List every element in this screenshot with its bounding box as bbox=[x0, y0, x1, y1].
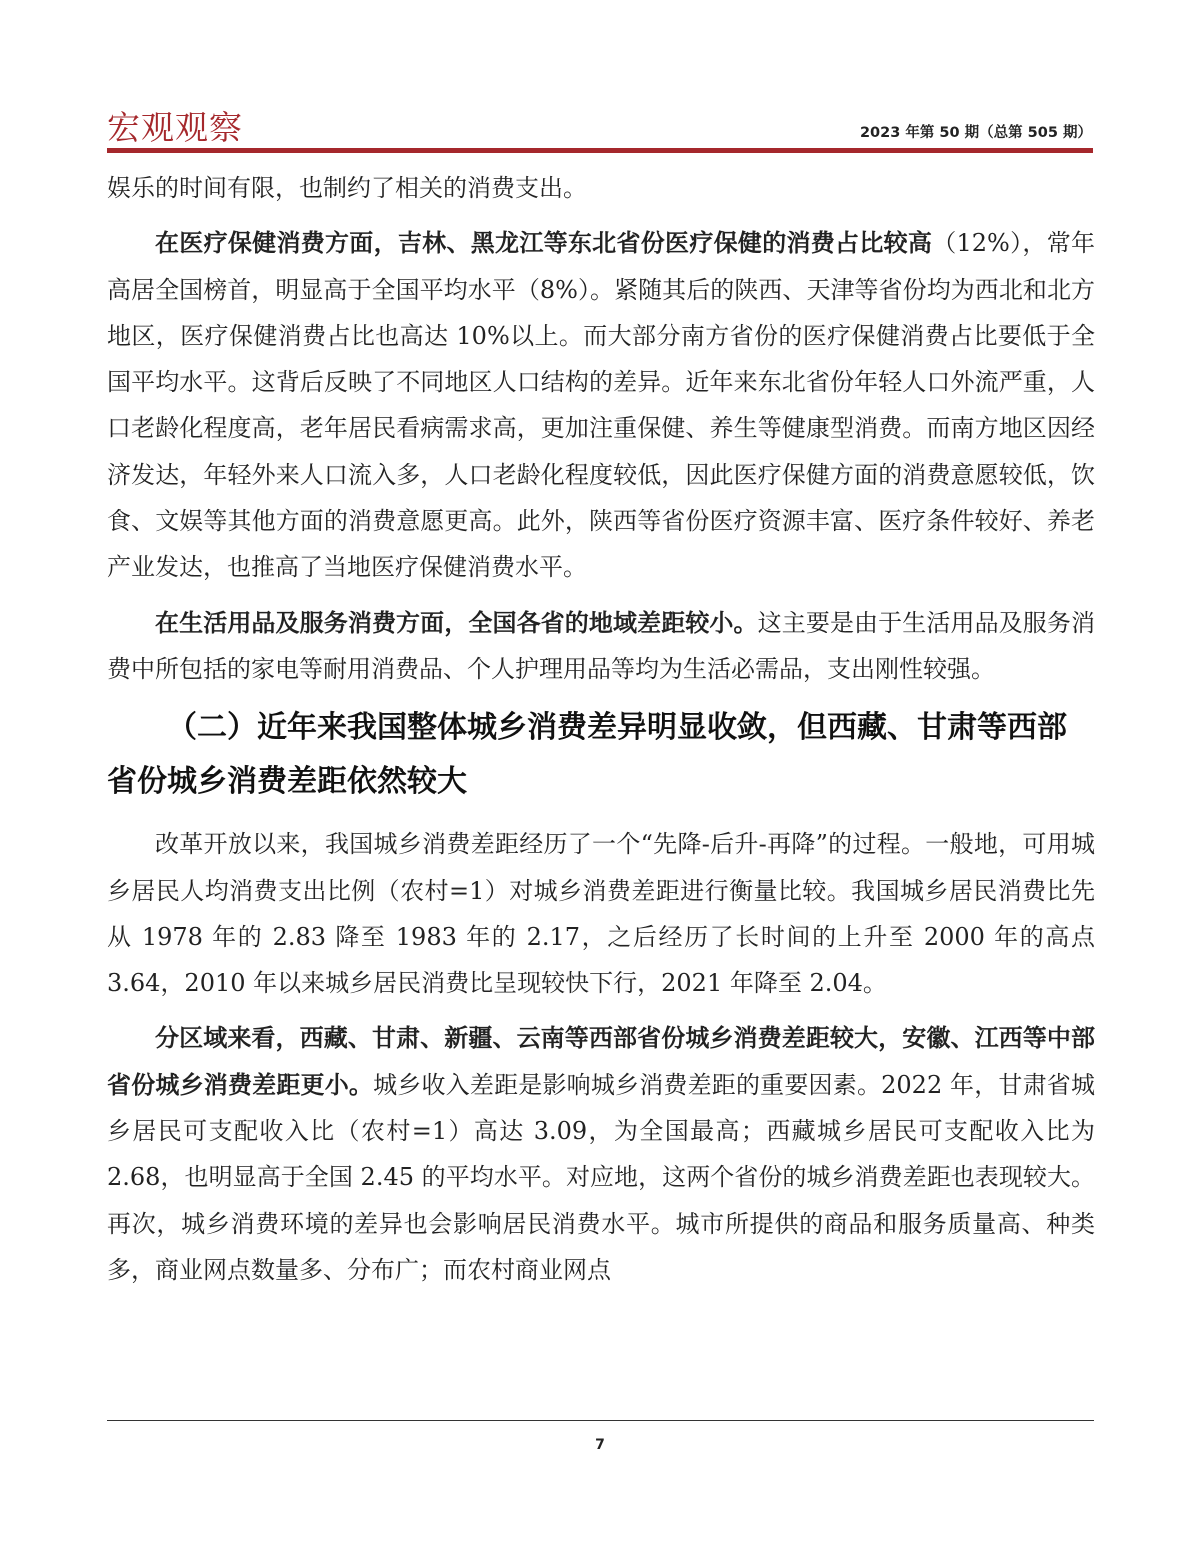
paragraph-text: 这主要是由于生活用品及服务消费中所包括的家电等耐用消费品、个人护理用品等均为生活必需品，支出刚性较强。 bbox=[107, 608, 1096, 683]
paragraph-text: （12%），常年高居全国榜首，明显高于全国平均水平（8%）。紧随其后的陕西、天津等省份均为西北和北方地区，医疗保健消费占比也高达 10%以上。而大部分南方省份的医疗保健消费占比要低于全国平均水平。这背后反映了不同地区人口结构的差异。近年来东北省份年轻人口外流严重，人口老龄化程度高，老年居民看病需求高，更加注重保健、养生等健康型消费。而南方地区因经济发达，年轻外来人口流入多，人口老龄化程度较低，因此医疗保健方面的消费意愿较低，饮食、文娱等其他方面的消费意愿更高。此外，陕西等省份医疗资源丰富、医疗条件较好、养老产业发达，也推高了当地医疗保健消费水平。 bbox=[107, 229, 1096, 582]
section-heading: （二）近年来我国整体城乡消费差异明显收敛，但西藏、甘肃等西部省份城乡消费差距依然较大 bbox=[107, 710, 1067, 800]
paragraph-medical bbox=[107, 220, 1095, 590]
issue-number: 2023 年第 50 期（总第 505 期） bbox=[859, 125, 1092, 141]
paragraph-lead: 在医疗保健消费方面，吉林、黑龙江等东北省份医疗保健的消费占比较高 bbox=[155, 229, 933, 258]
page-number: 7 bbox=[595, 1437, 605, 1453]
paragraph-continuation: 娱乐的时间有限，也制约了相关的消费支出。 bbox=[107, 174, 587, 202]
paragraph-regional bbox=[107, 1015, 1095, 1293]
paragraph-lead: 分区域来看，西藏、甘肃、新疆、云南等西部省份城乡消费差距较大，安徽、江西等中部省份城乡消费差距更小。 bbox=[107, 1024, 1095, 1099]
footer-divider bbox=[107, 1420, 1094, 1421]
paragraph-urban-rural: 改革开放以来，我国城乡消费差距经历了一个“先降-后升-再降”的过程。一般地，可用城乡居民人均消费支出比例（农村=1）对城乡消费差距进行衡量比较。我国城乡居民消费比先从 1978 年的 2.83 降至 1983 年的 2.17，之后经历了长时间的上升至 2000 年的高点 3.64，2010 年以来城乡居民消费比呈现较快下行，2021 年降至 2.04。 bbox=[107, 830, 1095, 998]
paragraph-daily-goods bbox=[107, 600, 1095, 693]
header-divider bbox=[107, 148, 1093, 153]
publication-title: 宏观观察 bbox=[107, 108, 243, 147]
paragraph-lead: 在生活用品及服务消费方面，全国各省的地域差距较小。 bbox=[155, 608, 758, 637]
article-body bbox=[107, 165, 1095, 1302]
paragraph-text: 城乡收入差距是影响城乡消费差距的重要因素。2022 年，甘肃省城乡居民可支配收入比（农村=1）高达 3.09，为全国最高；西藏城乡居民可支配收入比为 2.68，也明显高于全国 2.45 的平均水平。对应地，这两个省份的城乡消费差距也表现较大。再次，城乡消费环境的差异也会影响居民消费水平。城市所提供的商品和服务质量高、种类多，商业网点数量多、分布广；而农村商业网点 bbox=[107, 1070, 1095, 1284]
